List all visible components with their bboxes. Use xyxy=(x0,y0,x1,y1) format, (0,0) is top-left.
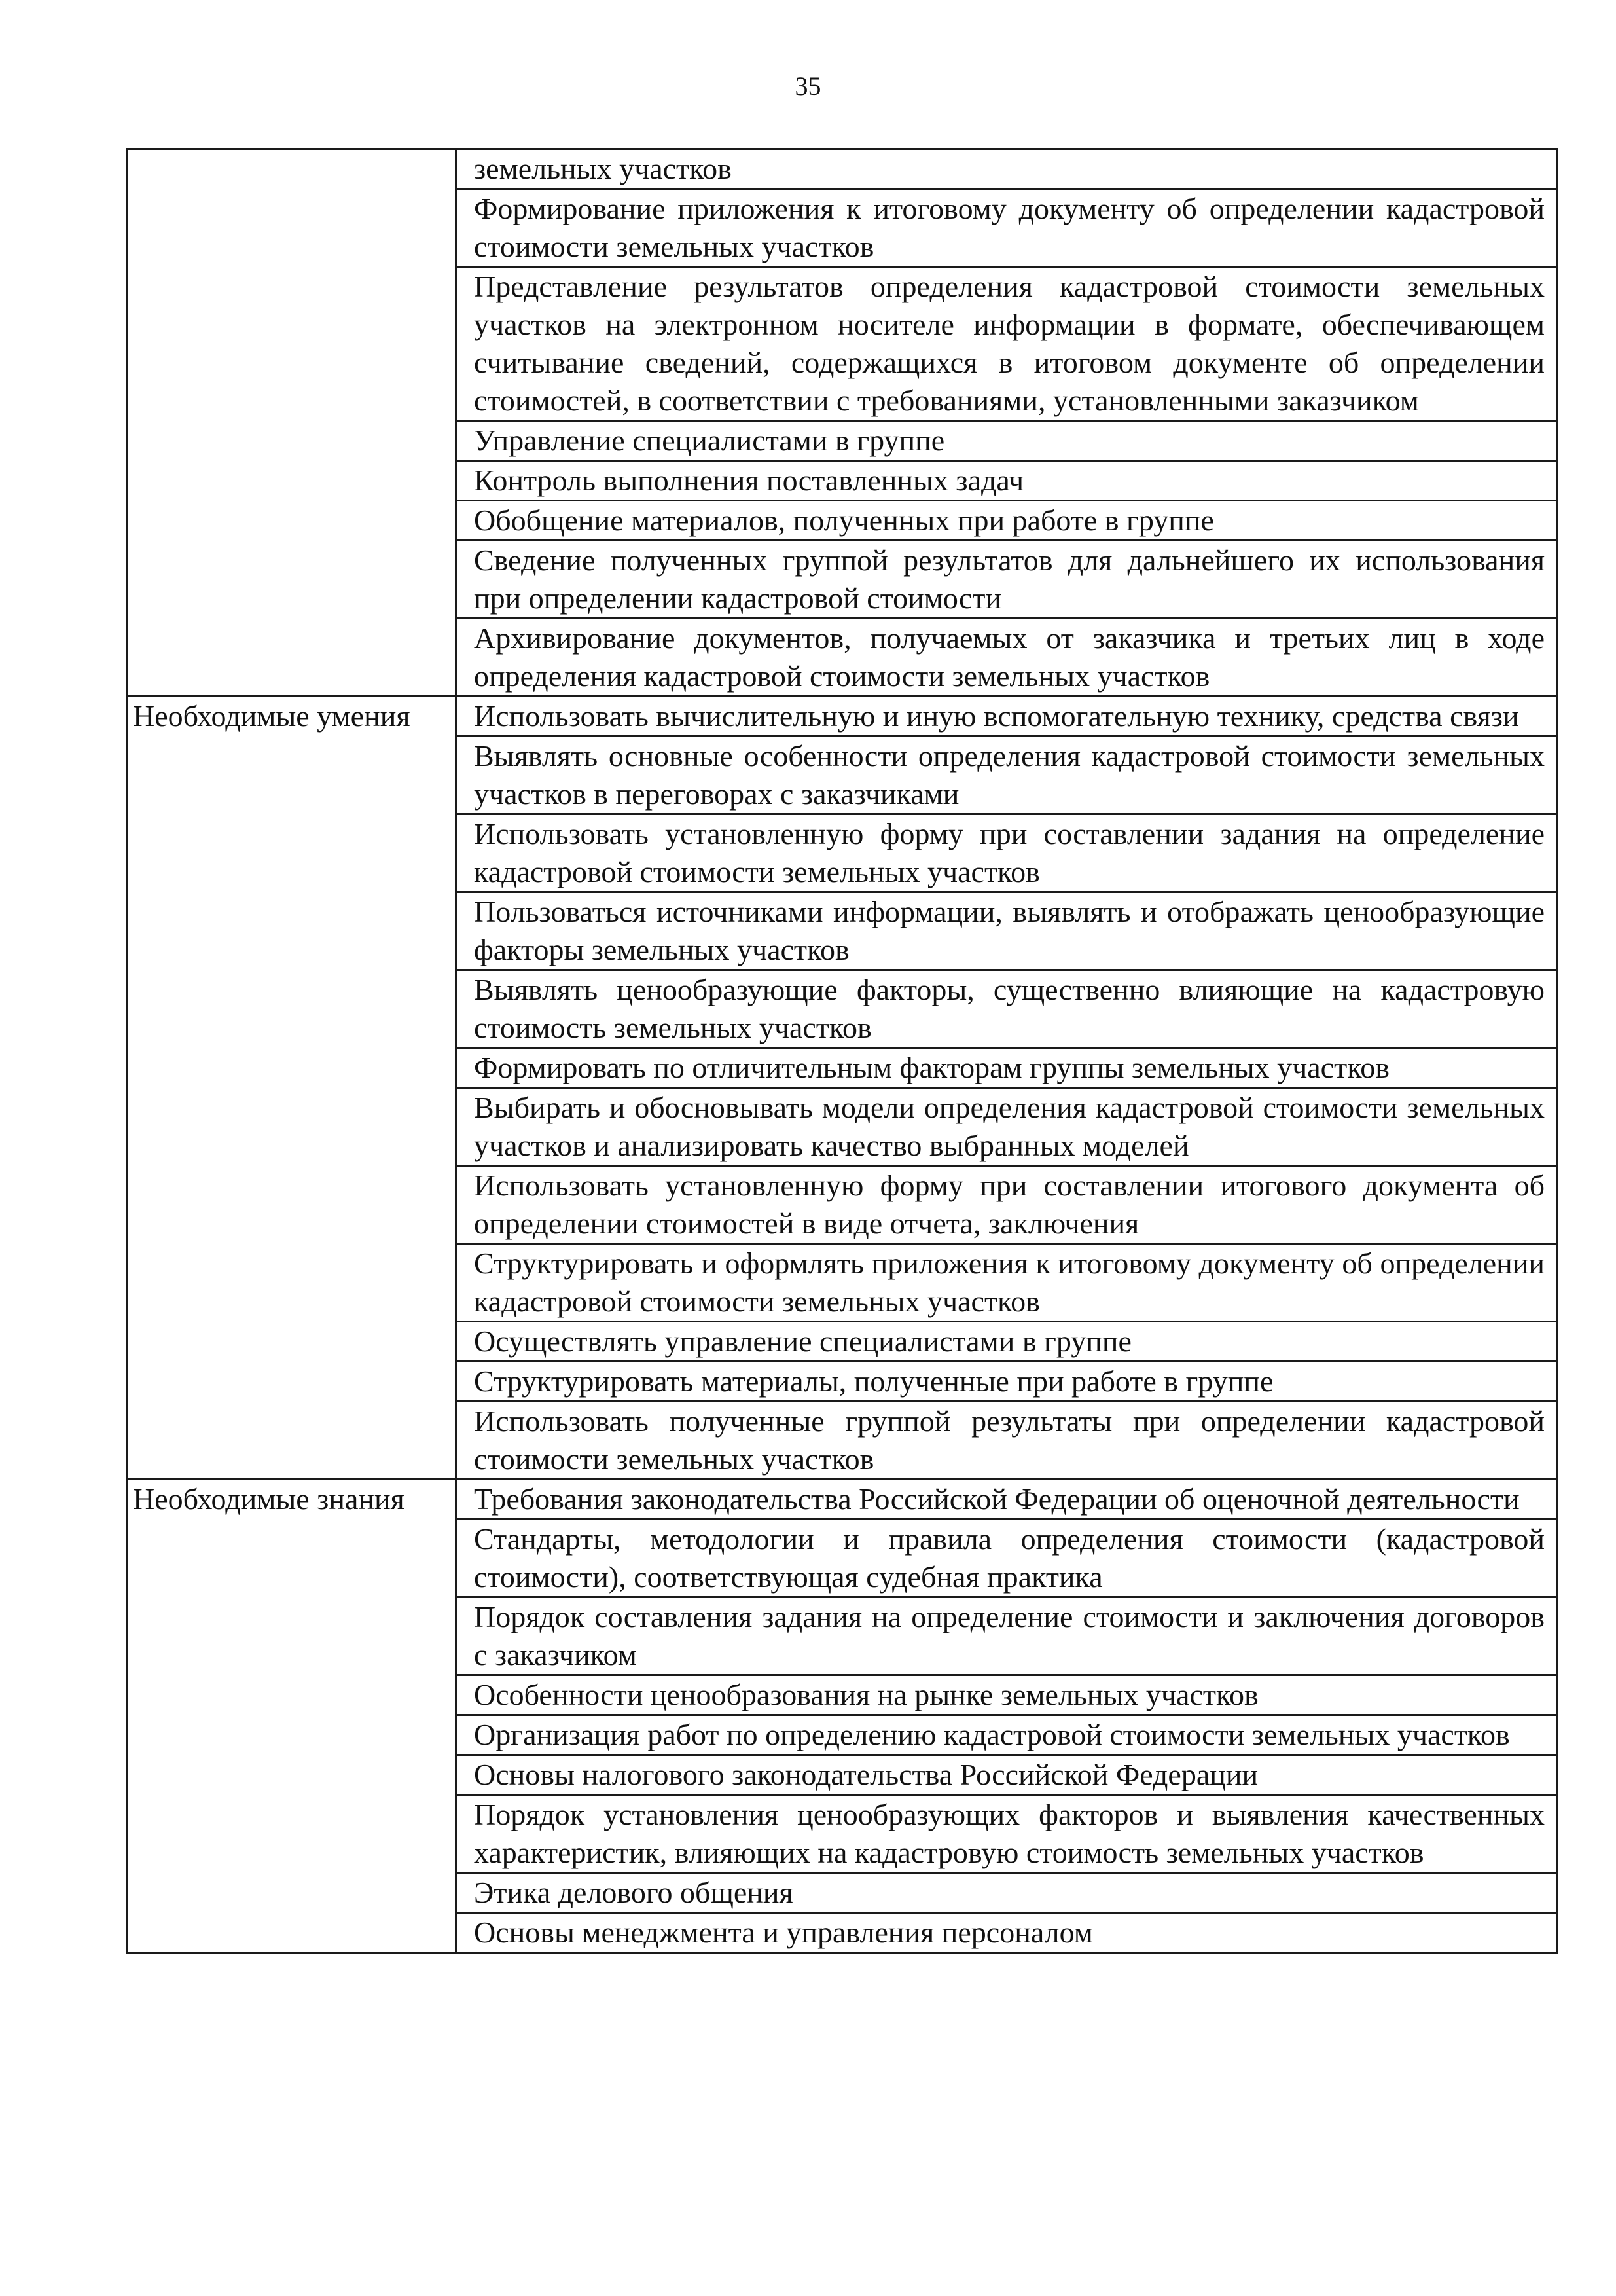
table-item: Основы налогового законодательства Российской Федерации xyxy=(457,1754,1556,1794)
section-items xyxy=(456,1480,1558,1953)
table-item: Этика делового общения xyxy=(457,1872,1556,1912)
table-item: Управление специалистами в группе xyxy=(457,420,1556,460)
table-item: Использовать установленную форму при составлении задания на определение кадастровой стоимости земельных участков xyxy=(457,813,1556,891)
table-item: Осуществлять управление специалистами в группе xyxy=(457,1321,1556,1360)
section-items xyxy=(456,149,1558,697)
table-body xyxy=(127,149,1558,1953)
table-item: Основы менеджмента и управления персоналом xyxy=(457,1912,1556,1952)
page-number: 35 xyxy=(795,71,821,101)
table-item: Формирование приложения к итоговому документу об определении кадастровой стоимости земельных участков xyxy=(457,188,1556,266)
table-item: Использовать установленную форму при составлении итогового документа об определении стоимостей в виде отчета, заключения xyxy=(457,1165,1556,1243)
table-item: Представление результатов определения кадастровой стоимости земельных участков на электронном носителе информации в формате, обеспечивающем считывание сведений, содержащихся в итоговом документе об определении стоимостей, в соответствии с требованиями, установленными заказчиком xyxy=(457,266,1556,420)
competency-table xyxy=(126,148,1558,1954)
section-label: Необходимые знания xyxy=(127,1480,456,1953)
table-item: Использовать полученные группой результаты при определении кадастровой стоимости земельных участков xyxy=(457,1400,1556,1478)
table-item: Контроль выполнения поставленных задач xyxy=(457,460,1556,500)
section-label xyxy=(127,149,456,697)
table-item: Стандарты, методологии и правила определения стоимости (кадастровой стоимости), соответствующая судебная практика xyxy=(457,1518,1556,1596)
table-item: Организация работ по определению кадастровой стоимости земельных участков xyxy=(457,1714,1556,1754)
section-row xyxy=(127,1480,1558,1953)
table-item: Особенности ценообразования на рынке земельных участков xyxy=(457,1674,1556,1714)
table-item: Сведение полученных группой результатов для дальнейшего их использования при определении кадастровой стоимости xyxy=(457,539,1556,617)
section-label: Необходимые умения xyxy=(127,697,456,1480)
table-item: Архивирование документов, получаемых от заказчика и третьих лиц в ходе определения кадастровой стоимости земельных участков xyxy=(457,617,1556,695)
table-item: Выявлять основные особенности определения кадастровой стоимости земельных участков в переговорах с заказчиками xyxy=(457,735,1556,813)
table-item: Порядок составления задания на определение стоимости и заключения договоров с заказчиком xyxy=(457,1596,1556,1674)
table-item: Структурировать материалы, полученные при работе в группе xyxy=(457,1360,1556,1400)
table-item: Выявлять ценообразующие факторы, существенно влияющие на кадастровую стоимость земельных участков xyxy=(457,969,1556,1047)
table-item: Порядок установления ценообразующих факторов и выявления качественных характеристик, влияющих на кадастровую стоимость земельных участков xyxy=(457,1794,1556,1872)
table-item: Использовать вычислительную и иную вспомогательную технику, средства связи xyxy=(474,699,1519,733)
table-item: Структурировать и оформлять приложения к итоговому документу об определении кадастровой стоимости земельных участков xyxy=(457,1243,1556,1321)
table-item: Требования законодательства Российской Федерации об оценочной деятельности xyxy=(474,1482,1520,1516)
section-row xyxy=(127,697,1558,1480)
section-row xyxy=(127,149,1558,697)
table-item: земельных участков xyxy=(474,152,732,185)
table-item: Выбирать и обосновывать модели определения кадастровой стоимости земельных участков и анализировать качество выбранных моделей xyxy=(457,1087,1556,1165)
table-item: Формировать по отличительным факторам группы земельных участков xyxy=(457,1047,1556,1087)
table-item: Обобщение материалов, полученных при работе в группе xyxy=(457,500,1556,539)
table-item: Пользоваться источниками информации, выявлять и отображать ценообразующие факторы земельных участков xyxy=(457,891,1556,969)
section-items xyxy=(456,697,1558,1480)
